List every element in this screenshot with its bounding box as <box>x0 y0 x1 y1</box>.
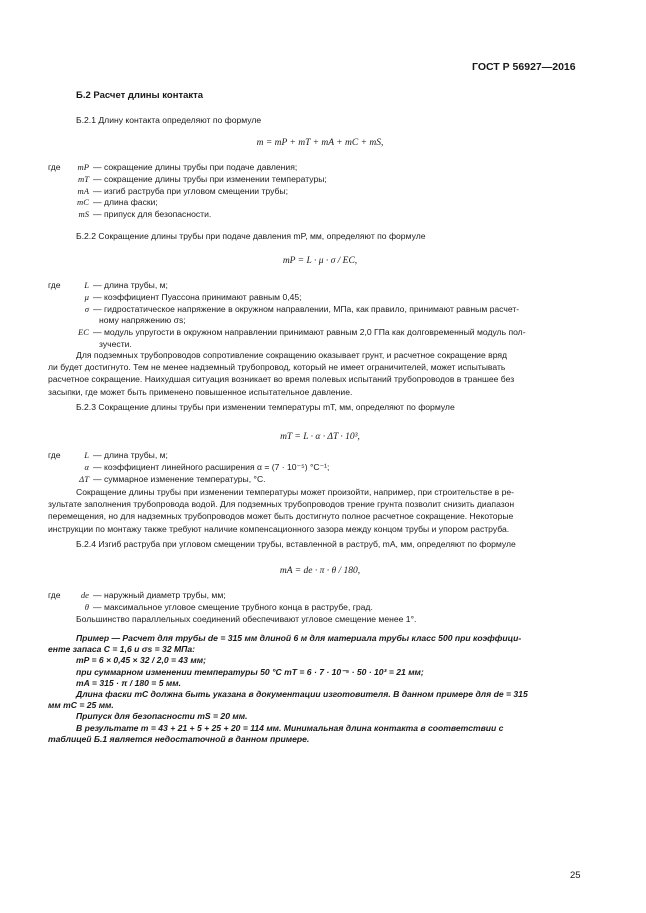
list-item <box>48 174 327 185</box>
formula-pressure-shortening: mP = L · μ · σ / EC, <box>282 256 358 266</box>
formula-total-length: m = mP + mT + mA + mC + mS, <box>256 138 384 148</box>
list-symbol: L <box>84 280 89 290</box>
list-item <box>48 327 526 338</box>
list-symbol: α <box>84 461 89 472</box>
list-item <box>48 474 266 485</box>
list-text: — длина фаски; <box>93 197 158 208</box>
list-text: — изгиб раструба при угловом смещении трубы; <box>93 185 288 196</box>
list-item <box>48 209 211 220</box>
list-item <box>48 162 297 173</box>
list-item <box>48 462 329 473</box>
example-line: таблицей Б.1 является недостаточной в данном примере. <box>48 733 310 744</box>
list-symbol: mC <box>77 197 89 208</box>
list-text: — сокращение длины трубы при подаче давления; <box>93 162 298 172</box>
example-line: мм mC = 25 мм. <box>48 700 114 711</box>
example-line: Пример — Расчет для трубы de = 315 мм длиной 6 м для материала трубы класс 500 при коэффици- <box>76 633 522 643</box>
example-line: Длина фаски mC должна быть указана в документации изготовителя. В данном примере для de = 315 <box>76 689 528 699</box>
example-line: mA = 315 · π / 180 = 5 мм. <box>76 677 181 688</box>
list-text: — длина трубы, м; <box>93 450 168 460</box>
list-text: — коэффициент линейного расширения α = (7 · 10⁻⁵) °C⁻¹; <box>93 461 330 472</box>
example-line: mP = 6 × 0,45 × 32 / 2,0 = 43 мм; <box>76 655 206 666</box>
paragraph-line: Сокращение длины трубы при изменении температуры может произойти, например, при строительстве в ре- <box>76 487 515 497</box>
list-item <box>48 292 302 303</box>
paragraph-b23: Б.2.3 Сокращение длины трубы при изменении температуры mT, мм, определяют по формуле <box>76 402 455 412</box>
list-text: — коэффициент Пуассона принимают равным 0,45; <box>93 291 302 302</box>
list-text: — максимальное угловое смещение трубного конца в раструбе, град. <box>93 601 373 612</box>
list-symbol: θ <box>84 601 89 612</box>
paragraph-line: инструкции по монтажу также требуют наличие компенсационного зазора между концом трубы и упором раструба. <box>48 523 510 534</box>
list-text: — гидростатическое напряжение в окружном направлении, МПа, как правило, принимают равным расчет- <box>93 303 520 314</box>
list-text: — припуск для безопасности. <box>93 209 212 220</box>
list-item <box>48 602 373 613</box>
paragraph-angular: Большинство параллельных соединений обеспечивают угловое смещение менее 1°. <box>76 614 417 624</box>
paragraph-line: расчетное сокращение. Наихудшая ситуация возникает во время полевых испытаний трубопроводов в траншее без <box>48 374 515 385</box>
page-number: 25 <box>570 870 581 881</box>
list-item <box>48 304 519 315</box>
paragraph-line: зультате заполнения трубопровода водой. Для подземных трубопроводов трение грунта позволит снизить диапазон <box>48 499 515 510</box>
list-symbol: L <box>84 450 89 460</box>
list-text: — модуль упругости в окружном направлении принимают равным 2,0 ГПа как долговременный модуль пол- <box>93 327 526 338</box>
list-symbol: EC <box>78 327 89 338</box>
paragraph-b21: Б.2.1 Длину контакта определяют по формуле <box>76 115 262 125</box>
list-symbol: σ <box>84 303 89 314</box>
list-symbol: mA <box>77 185 89 196</box>
example-line: енте запаса C = 1,6 и σs = 32 МПа: <box>48 644 195 655</box>
list-item <box>48 280 168 291</box>
list-text: зучести. <box>99 339 132 349</box>
paragraph-line: засыпки, где может быть применено повышенное испытательное давление. <box>48 386 353 397</box>
list-text: — длина трубы, м; <box>93 280 168 290</box>
list-item <box>48 590 226 601</box>
list-item <box>48 339 132 350</box>
example-line: В результате m = 43 + 21 + 5 + 25 + 20 = 114 мм. Минимальная длина контакта в соответствии с <box>76 722 504 733</box>
example-line: Припуск для безопасности mS = 20 мм. <box>76 711 248 722</box>
document-header: ГОСТ Р 56927—2016 <box>472 61 576 73</box>
list-item <box>48 197 158 208</box>
formula-socket-bend: mA = de · π · θ / 180, <box>279 566 361 576</box>
list-item <box>48 450 168 461</box>
section-heading: Б.2 Расчет длины контакта <box>76 90 204 101</box>
list-symbol: μ <box>84 291 89 302</box>
paragraph-line: ли будет достигнуто. Тем не менее надземный трубопровод, который не имеет ограничителей, может испытывать <box>48 362 506 373</box>
paragraph-line: Для подземных трубопроводов сопротивление сокращению оказывает грунт, и расчетное сокращение вряд <box>76 350 508 360</box>
paragraph-line: перемещения, но для надземных трубопроводов может быть достигнуто полное расчетное сокращение. Некоторые <box>48 511 514 522</box>
example-line: при суммарном изменении температуры 50 °C mT = 6 · 7 · 10⁻⁵ · 50 · 10³ = 21 мм; <box>76 666 424 677</box>
list-text: — наружный диаметр трубы, мм; <box>93 590 226 600</box>
list-symbol: ΔT <box>79 473 89 484</box>
list-prefix: где <box>48 450 61 460</box>
list-symbol: mT <box>78 173 89 184</box>
list-prefix: где <box>48 162 61 172</box>
list-item <box>48 186 288 197</box>
list-symbol: de <box>80 590 89 600</box>
paragraph-b24: Б.2.4 Изгиб раструба при угловом смещении трубы, вставленной в раструб, mA, мм, определяют по формуле <box>76 539 516 549</box>
list-text: — сокращение длины трубы при изменении температуры; <box>93 173 327 184</box>
formula-temperature-shortening: mT = L · α · ΔT · 10³, <box>280 432 360 442</box>
paragraph-b22: Б.2.2 Сокращение длины трубы при подаче давления mP, мм, определяют по формуле <box>76 231 426 241</box>
list-symbol: mS <box>78 209 89 220</box>
list-prefix: где <box>48 280 61 290</box>
list-item <box>48 315 186 326</box>
list-symbol: mP <box>77 162 89 172</box>
list-text: — суммарное изменение температуры, °C. <box>93 473 266 484</box>
list-prefix: где <box>48 590 61 600</box>
list-text: ному напряжению σs; <box>99 315 186 326</box>
